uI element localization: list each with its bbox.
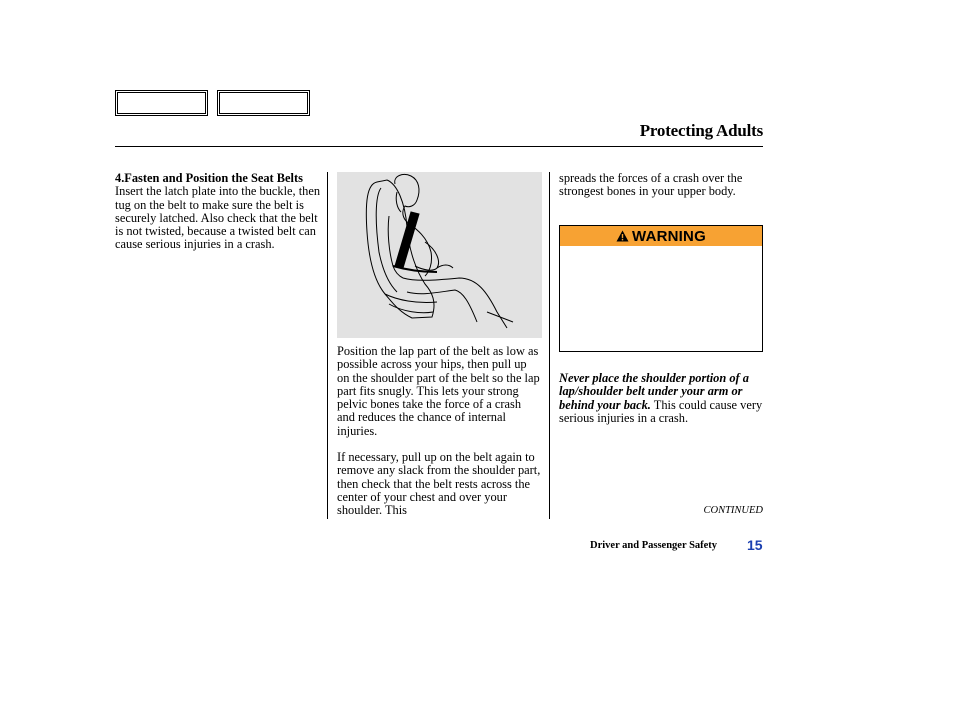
column-middle	[337, 345, 542, 518]
seat-belt-illustration	[337, 172, 542, 338]
warning-box	[559, 225, 763, 352]
warning-banner	[560, 226, 762, 246]
paragraph-shoulder-belt: If necessary, pull up on the belt again to remove any slack from the shoulder part, then check that the belt rests across the center of your chest and over your shoulder. This	[337, 450, 541, 518]
nav-button-previous[interactable]	[115, 90, 208, 116]
footer-section-title: Driver and Passenger Safety	[590, 540, 718, 551]
warning-emphasis: Never place the shoulder portion of a lap/shoulder belt under your arm or behind your back.	[559, 371, 749, 412]
nav-button-next[interactable]	[217, 90, 310, 116]
page-number: 15	[747, 537, 763, 553]
column-right	[559, 172, 763, 199]
warning-label: WARNING	[632, 227, 706, 245]
warning-text-block	[559, 372, 765, 425]
column-left	[115, 172, 322, 252]
column-divider-2	[549, 172, 550, 519]
continued-label: CONTINUED	[703, 505, 763, 516]
warning-triangle-icon	[616, 230, 629, 242]
column-divider-1	[327, 172, 328, 519]
warning-rest: This could cause very serious injuries in a crash.	[559, 397, 763, 425]
paragraph-continuation: spreads the forces of a crash over the strongest bones in your upper body.	[559, 171, 743, 199]
step-heading: 4.Fasten and Position the Seat Belts	[115, 171, 303, 185]
step-body: Insert the latch plate into the buckle, then tug on the belt to make sure the belt is securely latched. Also check that the belt is not twisted, because a twisted belt can cause serious injuries in a crash.	[115, 184, 321, 252]
warning-text	[559, 372, 765, 425]
page-title: Protecting Adults	[639, 121, 763, 140]
paragraph-lap-belt: Position the lap part of the belt as low as possible across your hips, then pull up on the shoulder part of the belt so the lap part fits snugly. This lets your strong pelvic bones take the force of a crash and reduces the chance of internal injuries.	[337, 344, 540, 438]
title-divider	[115, 146, 763, 147]
